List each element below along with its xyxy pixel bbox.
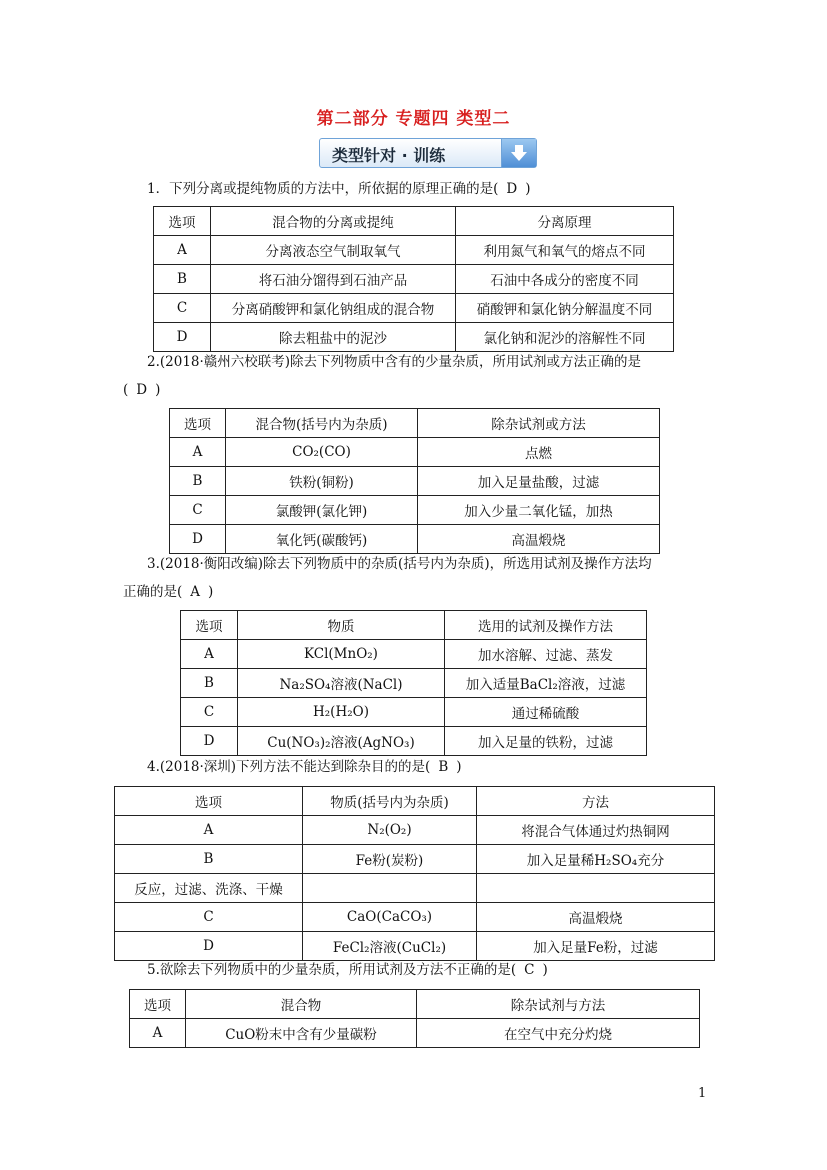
table-cell: CO₂(CO) (226, 438, 418, 467)
question-stem: 1．下列分离或提纯物质的方法中，所依据的原理正确的是( (147, 181, 499, 197)
table-cell: C (154, 294, 211, 323)
table-row (181, 640, 647, 669)
page-number: 1 (698, 1086, 707, 1101)
table-header-row (170, 409, 660, 438)
table-cell: 氯化钠和泥沙的溶解性不同 (456, 323, 674, 352)
table-cell: 点燃 (418, 438, 660, 467)
table-header-row (115, 787, 715, 816)
page-title: 第二部分 专题四 类型二 (316, 109, 511, 129)
table-row (115, 874, 715, 903)
question-2-line-2 (123, 379, 160, 401)
table-cell: 高温煅烧 (477, 903, 715, 932)
table-cell: 加入足量盐酸，过滤 (418, 467, 660, 496)
table-header-row (154, 207, 674, 236)
table-cell: 加入足量的铁粉，过滤 (445, 727, 647, 756)
table-header-cell: 除杂试剂或方法 (418, 409, 660, 438)
question-4 (147, 756, 462, 778)
table-header-cell: 选用的试剂及操作方法 (445, 611, 647, 640)
question-stem: 2.(2018·赣州六校联考)除去下列物质中含有的少量杂质，所用试剂或方法正确的是 (147, 354, 642, 370)
paren-close: ) (456, 759, 462, 775)
table-row (154, 265, 674, 294)
table-row (115, 845, 715, 874)
paren-open: ( (123, 382, 129, 398)
table-row (170, 438, 660, 467)
table-cell: 除去粗盐中的泥沙 (211, 323, 456, 352)
table-cell: N₂(O₂) (303, 816, 477, 845)
table-row (154, 294, 674, 323)
table-cell: Fe粉(炭粉) (303, 845, 477, 874)
table-cell: D (170, 525, 226, 554)
table-cell: A (181, 640, 238, 669)
answer: B (438, 759, 449, 775)
table-cell: 反应，过滤、洗涤、干燥 (115, 874, 303, 903)
question-3-line-1 (147, 553, 652, 575)
table-cell: CaO(CaCO₃) (303, 903, 477, 932)
table-cell: A (130, 1019, 186, 1048)
table-row (181, 698, 647, 727)
table-header-cell: 混合物的分离或提纯 (211, 207, 456, 236)
table-header-cell: 选项 (154, 207, 211, 236)
table-row (154, 323, 674, 352)
table-header-row (130, 990, 700, 1019)
table-header-cell: 混合物 (186, 990, 417, 1019)
table-header-cell: 除杂试剂与方法 (417, 990, 700, 1019)
table-row (115, 932, 715, 961)
table-cell: Cu(NO₃)₂溶液(AgNO₃) (238, 727, 445, 756)
table-header-cell: 物质(括号内为杂质) (303, 787, 477, 816)
paren-close: ) (155, 382, 161, 398)
table-cell: 高温煅烧 (418, 525, 660, 554)
section-banner (319, 138, 537, 168)
table-cell: D (181, 727, 238, 756)
table-row (115, 903, 715, 932)
table-cell: 氧化钙(碳酸钙) (226, 525, 418, 554)
table-header-row (181, 611, 647, 640)
table-cell: FeCl₂溶液(CuCl₂) (303, 932, 477, 961)
table-cell: 分离液态空气制取氧气 (211, 236, 456, 265)
paren-close: ) (525, 181, 531, 197)
table-cell: CuO粉末中含有少量碳粉 (186, 1019, 417, 1048)
table-cell (477, 874, 715, 903)
table-header-cell: 选项 (130, 990, 186, 1019)
table-cell: 加入足量Fe粉，过滤 (477, 932, 715, 961)
table-row (170, 496, 660, 525)
table-header-cell: 混合物(括号内为杂质) (226, 409, 418, 438)
question-1-table (153, 206, 674, 352)
answer: A (190, 584, 201, 600)
table-cell: 加入适量BaCl₂溶液，过滤 (445, 669, 647, 698)
question-stem: 5.欲除去下列物质中的少量杂质，所用试剂及方法不正确的是( (147, 962, 517, 978)
table-cell: 氯酸钾(氯化钾) (226, 496, 418, 525)
table-header-cell: 选项 (181, 611, 238, 640)
table-cell: 在空气中充分灼烧 (417, 1019, 700, 1048)
table-cell: 硝酸钾和氯化钠分解温度不同 (456, 294, 674, 323)
table-row (115, 816, 715, 845)
table-cell: B (170, 467, 226, 496)
answer: D (506, 181, 518, 197)
table-cell: 加水溶解、过滤、蒸发 (445, 640, 647, 669)
table-cell: 加入足量稀H₂SO₄充分 (477, 845, 715, 874)
table-cell: 将石油分馏得到石油产品 (211, 265, 456, 294)
table-cell: D (154, 323, 211, 352)
table-cell: B (181, 669, 238, 698)
table-cell: 分离硝酸钾和氯化钠组成的混合物 (211, 294, 456, 323)
answer: D (136, 382, 148, 398)
down-arrow-icon (501, 139, 536, 167)
table-cell: KCl(MnO₂) (238, 640, 445, 669)
table-header-cell: 分离原理 (456, 207, 674, 236)
table-row (170, 467, 660, 496)
question-3-table (180, 610, 647, 756)
table-cell: D (115, 932, 303, 961)
table-cell: C (170, 496, 226, 525)
table-cell: C (181, 698, 238, 727)
table-cell: A (154, 236, 211, 265)
table-cell: 将混合气体通过灼热铜网 (477, 816, 715, 845)
table-row (170, 525, 660, 554)
question-2-line-1 (147, 351, 641, 373)
table-row (154, 236, 674, 265)
banner-label: 类型针对 · 训练 (332, 146, 446, 165)
question-3-line-2 (123, 581, 213, 603)
table-cell: B (115, 845, 303, 874)
question-2-table (169, 408, 660, 554)
table-cell: 石油中各成分的密度不同 (456, 265, 674, 294)
table-cell: B (154, 265, 211, 294)
question-4-table (114, 786, 715, 961)
table-row (181, 669, 647, 698)
table-cell: A (115, 816, 303, 845)
table-cell: C (115, 903, 303, 932)
answer: C (524, 962, 535, 978)
table-header-cell: 选项 (170, 409, 226, 438)
table-cell (303, 874, 477, 903)
paren-close: ) (542, 962, 548, 978)
table-row (130, 1019, 700, 1048)
paren-close: ) (208, 584, 214, 600)
question-5-table (129, 989, 700, 1048)
table-header-cell: 物质 (238, 611, 445, 640)
table-cell: 加入少量二氧化锰，加热 (418, 496, 660, 525)
table-row (181, 727, 647, 756)
table-cell: A (170, 438, 226, 467)
question-stem: 正确的是( (123, 584, 183, 600)
table-cell: H₂(H₂O) (238, 698, 445, 727)
question-5 (147, 959, 548, 981)
table-cell: Na₂SO₄溶液(NaCl) (238, 669, 445, 698)
question-stem: 3.(2018·衡阳改编)除去下列物质中的杂质(括号内为杂质)，所选用试剂及操作方法均 (147, 556, 652, 572)
table-cell: 通过稀硫酸 (445, 698, 647, 727)
table-header-cell: 方法 (477, 787, 715, 816)
table-cell: 利用氮气和氧气的熔点不同 (456, 236, 674, 265)
question-1 (147, 178, 530, 200)
question-stem: 4.(2018·深圳)下列方法不能达到除杂目的的是( (147, 759, 431, 775)
table-header-cell: 选项 (115, 787, 303, 816)
table-cell: 铁粉(铜粉) (226, 467, 418, 496)
